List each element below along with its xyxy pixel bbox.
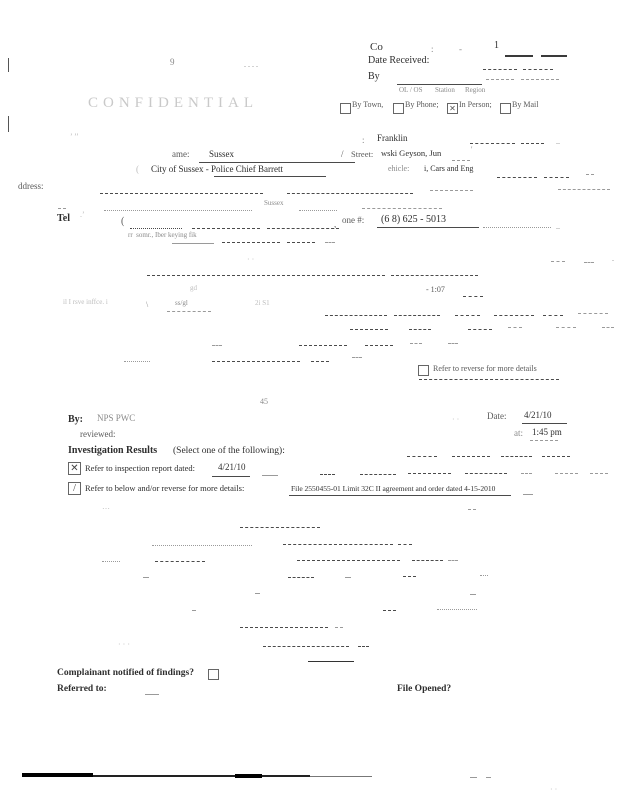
complaint-no-dash: - (459, 44, 462, 54)
fill-line (556, 327, 576, 328)
scan-bar (93, 775, 235, 777)
section-title-rest: (Select one of the following): (173, 446, 285, 456)
scan-noise: .. (556, 137, 560, 146)
checkbox-by-mail (500, 103, 511, 114)
fill-line (578, 313, 608, 314)
fill-line (419, 379, 559, 380)
scan-noise: ss/gl (175, 299, 188, 307)
fill-line (152, 545, 252, 546)
fill-line (352, 357, 362, 358)
fill-line (437, 609, 477, 610)
fill-line (409, 329, 431, 330)
fill-line (102, 561, 120, 562)
street-label: Street: (351, 149, 374, 159)
scan-bar (310, 776, 372, 777)
fill-line (558, 189, 610, 190)
fill-line (470, 143, 515, 144)
fill-line (130, 228, 182, 229)
investigation-date-value: 4/21/10 (524, 410, 552, 420)
file-opened-label: File Opened? (397, 684, 452, 694)
fill-line (602, 327, 614, 328)
fill-line (365, 345, 393, 346)
fill-line (407, 456, 437, 457)
fill-line (240, 527, 320, 528)
investigated-by-value: NPS PWC (97, 413, 136, 423)
fill-line (452, 456, 490, 457)
fill-line (497, 177, 537, 178)
complaint-no-colon: : (431, 44, 434, 54)
vehicle-label: ehicle: (388, 164, 410, 173)
fill-line (222, 242, 280, 243)
fill-line (192, 228, 260, 229)
scan-bar (262, 775, 310, 777)
fill-line (325, 242, 335, 243)
reviewed-label: reviewed: (80, 429, 116, 439)
fill-line (358, 646, 369, 647)
notified-label: Complainant notified of findings? (57, 668, 194, 678)
fill-line (483, 227, 551, 228)
fill-line (58, 208, 66, 209)
fill-line (172, 243, 214, 244)
label-in-person: In Person; (459, 100, 492, 109)
scan-noise: · · (550, 785, 558, 794)
fill-line (255, 593, 260, 594)
fill-line (299, 210, 337, 211)
fill-line (240, 627, 328, 628)
fill-line (501, 456, 532, 457)
scan-bar (235, 774, 262, 778)
scan-bar (22, 773, 93, 777)
entity-value: City of Sussex - Police Chief Barrett (151, 164, 283, 174)
fill-line (394, 315, 440, 316)
scan-noise: · · · (118, 640, 130, 649)
fill-line (263, 646, 349, 647)
scan-noise: .’ (80, 210, 85, 219)
time-label: at: (514, 428, 523, 438)
label-by-phone: By Phone; (405, 100, 439, 109)
fill-line (494, 315, 534, 316)
confidential-stamp: CONFIDENTIAL (88, 95, 258, 111)
investigated-by-label: By: (68, 414, 83, 425)
refer-below-value: File 2550455-01 Limit 32C II agreement and order dated 4-15-2010 (291, 484, 496, 493)
fill-line (398, 544, 412, 545)
fill-line (551, 261, 565, 262)
tel-paren: ( (121, 216, 125, 227)
scan-noise: … (102, 502, 110, 511)
fill-line (410, 343, 422, 344)
fill-line (508, 327, 522, 328)
fill-line (212, 476, 250, 477)
sussex-note: Sussex (264, 199, 284, 207)
vehicle-value: i, Cars and Eng (424, 164, 474, 173)
fill-line (586, 174, 594, 175)
fill-line (199, 162, 355, 163)
fill-line (391, 275, 478, 276)
entity-paren: ( (136, 164, 139, 174)
fill-line (555, 473, 578, 474)
inspection-report-date: 4/21/10 (218, 462, 246, 472)
complaint-no-value: 1 (494, 40, 499, 51)
scan-noise: \ (146, 300, 149, 309)
fill-line (403, 576, 416, 577)
scan-bar (486, 777, 491, 778)
fill-line (143, 577, 149, 578)
county-value: Franklin (377, 133, 408, 143)
scan-tick (8, 116, 9, 132)
checkbox-by-town (340, 103, 351, 114)
fill-line (212, 345, 222, 346)
fill-line (288, 577, 314, 578)
scan-noise: ' (471, 145, 473, 154)
checkbox-refer-reverse (418, 365, 429, 376)
fill-line (262, 475, 278, 476)
separator-slash: / (341, 149, 344, 159)
fill-line (522, 423, 567, 424)
street-value: wski Geyson, Jun (381, 148, 442, 158)
scan-noise: · · (452, 415, 460, 424)
phone-comma: , (334, 219, 337, 229)
phone-value: (6 8) 625 - 5013 (381, 214, 446, 225)
fill-line (147, 275, 385, 276)
fill-line (297, 560, 400, 561)
tel-label: Tel (57, 213, 70, 224)
time-fragment: - 1:07 (426, 285, 445, 294)
fill-line (480, 575, 488, 576)
scan-noise: .. (556, 222, 560, 231)
fill-line (468, 329, 492, 330)
scan-noise: il I rsve inffce. i (63, 298, 108, 306)
referred-to-label: Referred to: (57, 684, 107, 694)
fill-line (468, 509, 476, 510)
fill-line (104, 210, 252, 211)
scan-noise: gd (190, 284, 197, 292)
checkbox-in-person: ✕ (447, 103, 458, 114)
fill-line (214, 176, 326, 177)
checkbox-refer-below: / (68, 482, 81, 495)
fill-line (430, 190, 473, 191)
fill-line (299, 345, 347, 346)
fill-line (124, 361, 150, 362)
refer-reverse-label: Refer to reverse for more details (433, 364, 537, 373)
fill-line (455, 315, 480, 316)
fill-line (530, 440, 558, 441)
fill-line (145, 694, 159, 695)
fill-line (100, 193, 263, 194)
fill-line (505, 55, 533, 57)
inspection-report-label: Refer to inspection report dated: (85, 463, 195, 473)
fill-line (350, 329, 388, 330)
fill-line (543, 315, 563, 316)
fill-line (289, 495, 511, 496)
checkbox-inspection-report: ✕ (68, 462, 81, 475)
note-fragment: rr somr., Iber keying fik (128, 231, 197, 239)
fill-line (465, 473, 507, 474)
scan-noise: 45 (260, 397, 268, 406)
fill-line (452, 160, 470, 161)
fill-line (523, 494, 533, 495)
fill-line (287, 242, 315, 243)
investigation-date-label: Date: (487, 411, 507, 421)
source-option-office: OL / OS (399, 86, 423, 94)
scan-noise: 9 (170, 57, 175, 67)
fill-line (267, 228, 339, 229)
county-colon: : (362, 135, 365, 145)
fill-line (448, 560, 458, 561)
refer-below-label: Refer to below and/or reverse for more details: (85, 483, 245, 493)
source-option-station: Station (435, 86, 455, 94)
fill-line (283, 544, 393, 545)
scan-noise: . (612, 254, 614, 263)
fill-line (360, 474, 396, 475)
fill-line (544, 177, 569, 178)
time-value: 1:45 pm (532, 427, 562, 437)
fill-line (155, 561, 205, 562)
scan-noise: ’ ’’ (70, 132, 79, 141)
section-title: Investigation Results (68, 445, 158, 456)
fill-line (377, 227, 479, 228)
fill-line (383, 610, 396, 611)
fill-line (486, 79, 514, 80)
fill-line (463, 296, 483, 297)
fill-line (483, 69, 517, 70)
scan-noise: · · (247, 255, 255, 264)
fill-line (287, 193, 413, 194)
scan-bar (470, 777, 477, 778)
fill-line (523, 69, 553, 70)
fill-line (408, 473, 451, 474)
date-received-label: Date Received: (368, 55, 430, 66)
fill-line (521, 473, 532, 474)
fill-line (192, 610, 196, 611)
label-by-town: By Town, (352, 100, 384, 109)
fill-line (311, 361, 329, 362)
scan-tick (8, 58, 9, 72)
fill-line (362, 208, 442, 209)
fill-line (590, 473, 608, 474)
label-by-mail: By Mail (512, 100, 539, 109)
complaint-no-label: Co (370, 41, 383, 53)
fill-line (412, 560, 443, 561)
fill-line (345, 577, 351, 578)
scan-noise: .... (244, 60, 260, 69)
fill-line (541, 55, 567, 57)
fill-line (448, 343, 458, 344)
checkbox-notified (208, 669, 219, 680)
fill-line (325, 315, 387, 316)
name-value: Sussex (209, 149, 235, 159)
fill-line (521, 79, 559, 80)
received-by-label: By (368, 71, 380, 82)
source-option-region: Region (465, 86, 486, 94)
fill-line (335, 627, 343, 628)
checkbox-by-phone (393, 103, 404, 114)
fill-line (167, 311, 211, 312)
fill-line (521, 143, 544, 144)
fill-line (308, 661, 354, 662)
fill-line (584, 262, 594, 263)
fill-line (397, 84, 482, 85)
fill-line (320, 474, 335, 475)
phone-label: one #: (342, 215, 365, 225)
fill-line (470, 594, 476, 595)
scan-noise: 2i S1 (255, 299, 270, 307)
address-label: ddress: (18, 181, 44, 191)
name-label: ame: (172, 149, 190, 159)
fill-line (542, 456, 570, 457)
fill-line (212, 361, 300, 362)
